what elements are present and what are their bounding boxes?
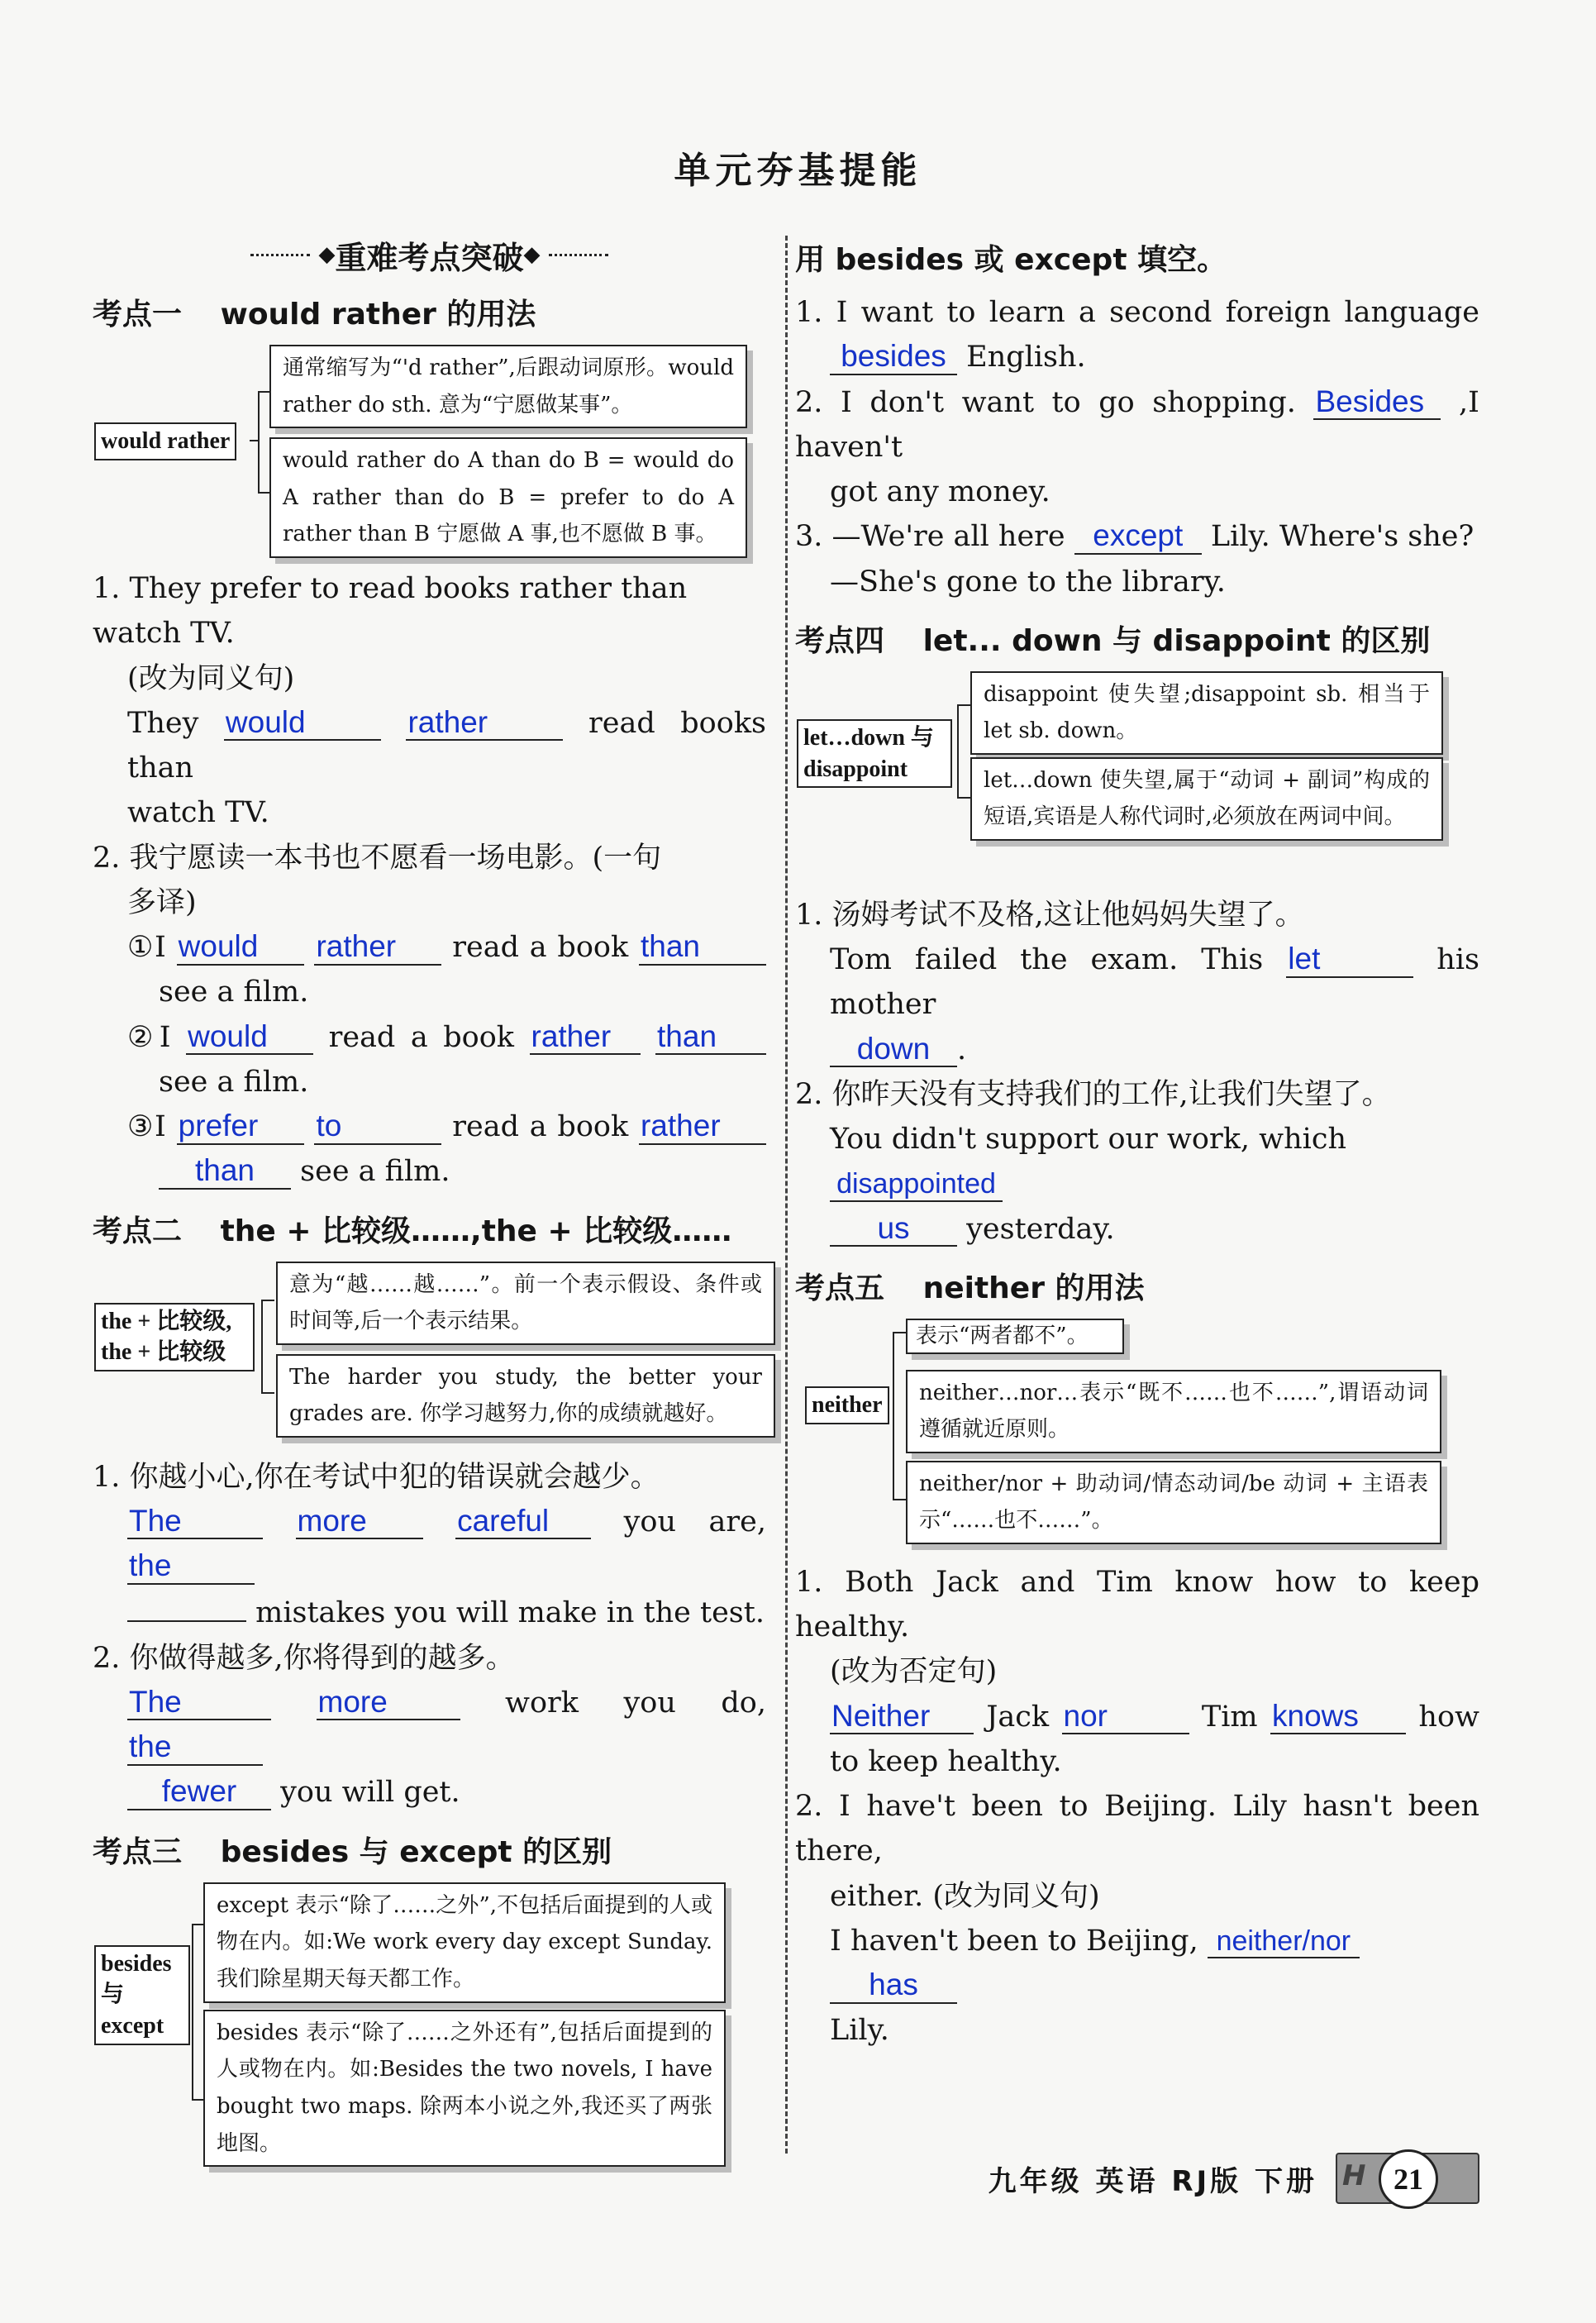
kp5-title: neither 的用法: [922, 1271, 1145, 1305]
kp5-label: 考点五: [795, 1271, 885, 1305]
question-note: 多译): [127, 885, 197, 919]
kp1-box-1: 通常缩写为“'d rather”,后跟动词原形。would rather do sth. 意为“宁愿做某事”。: [269, 345, 747, 428]
text: yesterday.: [966, 1212, 1115, 1246]
text: They: [127, 706, 199, 740]
answer-line: [795, 335, 1479, 379]
question: 2. 你昨天没有支持我们的工作,让我们失望了。: [795, 1077, 1391, 1111]
kp2-brace: [261, 1300, 274, 1394]
kp1-title: would rather 的用法: [220, 298, 536, 332]
answer-blank[interactable]: would: [224, 706, 381, 742]
kp3-exercises: [795, 290, 1479, 604]
head-line: the + 比较级,: [101, 1308, 232, 1334]
kp4-heading: [795, 618, 1479, 660]
kp4-box-2: let…down 使失望,属于“动词 + 副词”构成的短语,宾语是人称代词时,必须放在两词中间。: [970, 757, 1443, 841]
answer-blank[interactable]: Neither: [830, 1700, 974, 1735]
answer-line: [795, 380, 1479, 470]
text: Jack: [986, 1700, 1050, 1734]
answer-blank[interactable]: rather: [530, 1020, 641, 1056]
answer-line: [93, 701, 766, 791]
kp3-box-1: except 表示“除了……之外”,不包括后面提到的人或物在内。如:We work every day except Sunday. 我们除星期天每天都工作。: [203, 1882, 726, 2003]
question-note: either. (改为同义句): [830, 1879, 1100, 1913]
answer-line: [795, 514, 1479, 559]
question: 1. 你越小心,你在考试中犯的错误就会越少。: [93, 1460, 660, 1494]
answer-line: [795, 1919, 1479, 2009]
text: watch TV.: [127, 796, 269, 830]
answer-line: [93, 925, 766, 970]
answer-line: [93, 1589, 766, 1635]
footer-book-info: 九年级 英语 RJ版 下册: [988, 2164, 1317, 2198]
answer-line: [93, 1770, 766, 1815]
option-mark: ③I: [127, 1110, 166, 1143]
answer-line: [795, 1207, 1479, 1252]
left-column: [93, 231, 766, 2182]
head-line: except: [101, 2013, 164, 2039]
section-banner: [93, 231, 766, 278]
page-title: 单元夯基提能: [674, 150, 922, 192]
text: 2. I don't want to go shopping.: [795, 385, 1296, 419]
answer-blank[interactable]: would: [186, 1020, 313, 1056]
text: his mother: [830, 943, 1479, 1022]
kp1-heading: [93, 291, 766, 333]
kp4-box-1: disappoint 使失望;disappoint sb. 相当于 let sb. down。: [970, 671, 1443, 755]
answer-blank[interactable]: rather: [639, 1109, 766, 1145]
kp4-diagram-head: [797, 719, 952, 789]
text: English.: [966, 341, 1086, 374]
kp5-brace: [893, 1332, 906, 1500]
answer-blank[interactable]: neither/nor: [1208, 1926, 1360, 1958]
question: 2. I have't been to Beijing. Lily hasn't been there,: [795, 1790, 1479, 1868]
answer-blank[interactable]: let: [1286, 942, 1413, 978]
page-badge: [1336, 2153, 1479, 2204]
text: Lily. Where's she?: [1210, 520, 1475, 554]
question: 1. They prefer to read books rather than watch TV.: [93, 572, 688, 651]
kp2-box-1: 意为“越……越……”。前一个表示假设、条件或时间等,后一个表示结果。: [276, 1262, 775, 1345]
text: 3. —We're all here: [795, 520, 1065, 554]
text: read a book: [328, 1020, 514, 1054]
answer-blank[interactable]: [127, 1589, 246, 1622]
kp3-label: 考点三: [93, 1834, 183, 1869]
text: —She's gone to the library.: [830, 565, 1226, 599]
kp3-box-2: besides 表示“除了……之外还有”,包括后面提到的人或物在内。如:Besides the two novels, I have bought two maps. 除两本小说之外,我还买了两张地图。: [203, 2010, 726, 2168]
text: read a book: [452, 931, 629, 964]
text: Tom failed the exam. This: [830, 943, 1264, 976]
kp2-box-2: The harder you study, the better your grades are. 你学习越努力,你的成绩就越好。: [276, 1354, 775, 1438]
column-divider: [785, 236, 788, 2154]
answer-blank[interactable]: would: [177, 930, 304, 966]
banner-rule-right: [549, 254, 608, 256]
text: read a book: [452, 1110, 629, 1143]
text: see a film.: [159, 1065, 309, 1099]
answer-blank[interactable]: the: [127, 1730, 263, 1766]
kp5-diagram: [795, 1319, 1479, 1542]
kp3-diagram: [93, 1882, 766, 2163]
text: Lily.: [830, 2014, 889, 2048]
text: got any money.: [830, 475, 1051, 508]
kp1-diagram-head: would rather: [94, 422, 236, 460]
kp1-exercises: [93, 566, 766, 1195]
kp5-box-3: neither/nor + 助动词/情态动词/be 动词 + 主语表示“……也不……”。: [906, 1461, 1441, 1544]
text: Tim: [1201, 1700, 1258, 1734]
answer-blank[interactable]: The: [127, 1505, 263, 1540]
text: .: [957, 1033, 967, 1066]
head-line: disappoint: [803, 756, 908, 782]
kp3-title: besides 与 except 的区别: [220, 1834, 612, 1869]
banner-rule-left: [250, 254, 310, 256]
text: You didn't support our work, which: [830, 1123, 1346, 1156]
kp4-diagram: [795, 671, 1479, 875]
answer-line: [93, 1500, 766, 1590]
answer-blank[interactable]: has: [830, 1968, 957, 2004]
answer-line: [93, 1104, 766, 1149]
answer-blank[interactable]: The: [127, 1686, 271, 1721]
text: mistakes you will make in the test.: [255, 1596, 765, 1630]
head-line: the + 比较级: [101, 1339, 226, 1366]
answer-line: [93, 1015, 766, 1060]
text: how: [1418, 1700, 1479, 1734]
section-banner-text: 重难考点突破: [335, 239, 524, 276]
answer-blank[interactable]: than: [655, 1020, 766, 1056]
kp5-diagram-head: neither: [805, 1386, 889, 1424]
text: see a film.: [300, 1155, 450, 1189]
question: 1. I want to learn a second foreign language: [795, 296, 1479, 329]
answer-blank[interactable]: knows: [1270, 1700, 1406, 1735]
page-number: 21: [1379, 2149, 1438, 2209]
kp2-label: 考点二: [93, 1214, 183, 1248]
kp5-box-1: 表示“两者都不”。: [906, 1319, 1124, 1354]
answer-line: [795, 1695, 1479, 1739]
answer-blank[interactable]: more: [296, 1505, 423, 1540]
answer-blank[interactable]: to: [314, 1109, 441, 1145]
diamond-icon: ◆: [523, 242, 541, 267]
head-line: 与: [101, 1982, 125, 2008]
head-line: let…down 与: [803, 724, 934, 751]
answer-blank[interactable]: than: [159, 1154, 291, 1190]
answer-blank[interactable]: the: [127, 1549, 255, 1585]
answer-blank[interactable]: except: [1074, 519, 1202, 555]
answer-line: [795, 1117, 1479, 1207]
text: work you do,: [505, 1686, 766, 1720]
question-note: (改为否定句): [830, 1655, 998, 1689]
question: 2. 我宁愿读一本书也不愿看一场电影。(一句: [93, 841, 662, 875]
option-mark: ①I: [127, 931, 166, 964]
kp1-stub: [250, 440, 258, 441]
text: to keep healthy.: [830, 1744, 1062, 1778]
question: 1. 汤姆考试不及格,这让他妈妈失望了。: [795, 898, 1304, 932]
diamond-icon: ◆: [318, 242, 336, 267]
answer-line: [93, 1681, 766, 1771]
kp4-title: let... down 与 disappoint 的区别: [922, 623, 1431, 658]
kp1-diagram: [93, 345, 766, 548]
answer-blank[interactable]: nor: [1062, 1700, 1189, 1735]
text: ,I haven't: [795, 385, 1479, 464]
kp4-brace: [957, 704, 970, 799]
kp2-diagram: [93, 1262, 766, 1437]
kp5-box-2: neither…nor…表示“既不……也不……”,谓语动词遵循就近原则。: [906, 1370, 1441, 1453]
answer-blank[interactable]: more: [317, 1686, 460, 1721]
question-note: (改为同义句): [127, 661, 295, 695]
kp4-exercises: [795, 893, 1479, 1252]
answer-blank[interactable]: rather: [406, 706, 563, 742]
answer-blank[interactable]: careful: [455, 1505, 591, 1540]
kp2-exercises: [93, 1455, 766, 1815]
kp4-label: 考点四: [795, 623, 885, 658]
text: I haven't been to Beijing,: [830, 1924, 1198, 1958]
right-column: [795, 231, 1479, 2053]
answer-blank[interactable]: down: [830, 1033, 957, 1068]
answer-line: [93, 1149, 766, 1194]
text: you will get.: [280, 1776, 460, 1810]
kp2-diagram-head: [94, 1303, 255, 1372]
answer-blank[interactable]: rather: [314, 930, 441, 966]
answer-blank[interactable]: us: [830, 1212, 957, 1247]
head-line: besides: [101, 1950, 172, 1977]
text: you are,: [623, 1505, 766, 1538]
question: 2. 你做得越多,你将得到的越多。: [93, 1641, 515, 1675]
kp2-heading: [93, 1208, 766, 1250]
ex3-instruction: 用 besides 或 except 填空。: [795, 243, 1227, 277]
answer-blank[interactable]: disappointed: [830, 1169, 1003, 1201]
logo-mark-icon: H: [1342, 2159, 1366, 2192]
text: see a film.: [159, 975, 309, 1009]
kp2-title: the + 比较级……,the + 比较级……: [220, 1214, 732, 1248]
page-footer: [934, 2149, 1479, 2207]
kp1-box-2: would rather do A than do B = would do A rather than do B = prefer to do A rather than B 宁愿做 A 事,也不愿做 B 事。: [269, 437, 747, 558]
answer-line: [795, 937, 1479, 1028]
kp5-exercises: [795, 1560, 1479, 2053]
answer-blank[interactable]: fewer: [127, 1775, 271, 1810]
kp5-heading: [795, 1265, 1479, 1307]
answer-blank[interactable]: Besides: [1313, 385, 1441, 421]
option-mark: ②I: [127, 1020, 171, 1054]
kp1-label: 考点一: [93, 298, 183, 332]
kp3-heading: [93, 1829, 766, 1871]
text: read books than: [127, 706, 766, 785]
answer-blank[interactable]: than: [639, 930, 766, 966]
answer-blank[interactable]: prefer: [177, 1109, 304, 1145]
kp3-diagram-head: [94, 1945, 190, 2045]
answer-blank[interactable]: besides: [830, 340, 957, 375]
answer-line: [795, 1028, 1479, 1072]
question: 1. Both Jack and Tim know how to keep healthy.: [795, 1565, 1479, 1643]
